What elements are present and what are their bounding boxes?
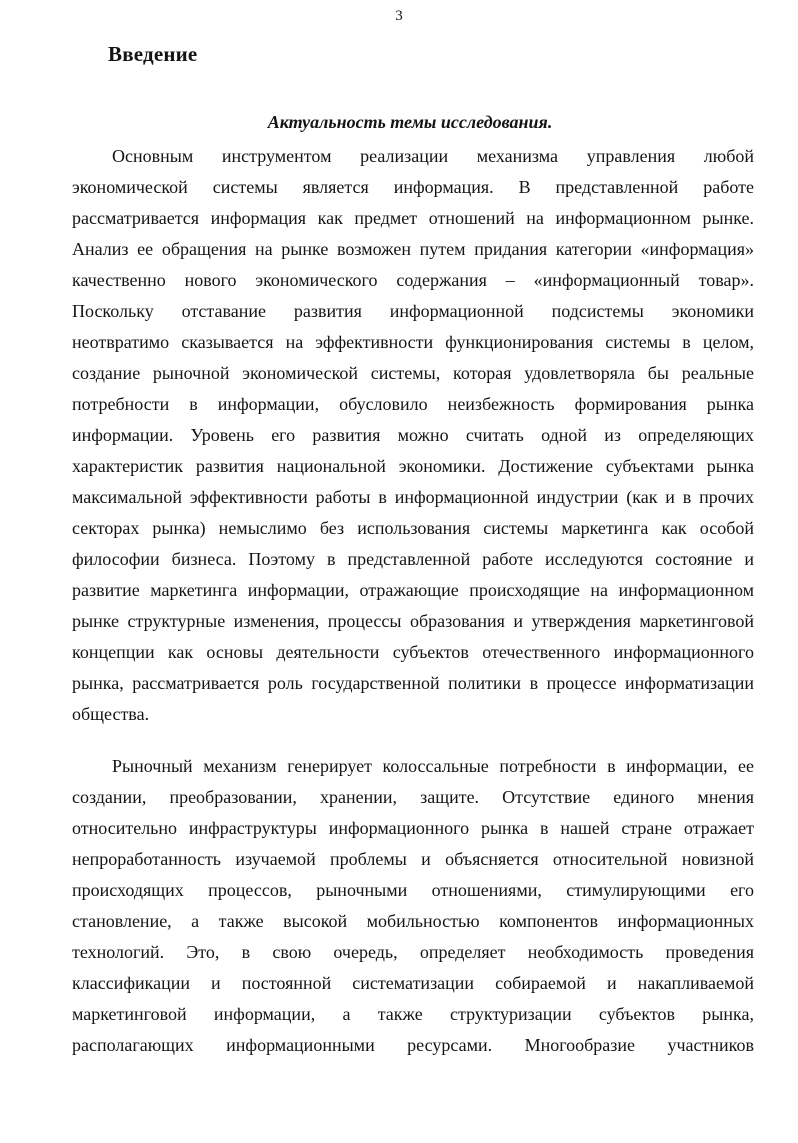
paragraph-line: становление, а также высокой мобильностью компонентов информационных	[72, 911, 754, 931]
page-number: 3	[395, 8, 403, 24]
paragraph-line: Основным инструментом реализации механизма управления любой	[112, 146, 754, 166]
paragraph-line: технологий. Это, в свою очередь, определяет необходимость проведения	[72, 942, 754, 962]
paragraph-line: характеристик развития национальной экономики. Достижение субъектами рынка	[72, 456, 754, 476]
paragraph-line: развитие маркетинга информации, отражающие происходящие на информационном	[72, 580, 754, 600]
paragraph-line: создание рыночной экономической системы, которая удовлетворяла бы реальные	[72, 363, 754, 383]
paragraph-1	[72, 141, 754, 730]
paragraph-line: философии бизнеса. Поэтому в представленной работе исследуются состояние и	[72, 549, 754, 569]
paragraph-line: неотвратимо сказывается на эффективности функционирования системы в целом,	[72, 332, 754, 352]
subsection-heading: Актуальность темы исследования.	[267, 112, 553, 132]
paragraph-line: располагающих информационными ресурсами. Многообразие участников	[72, 1035, 754, 1055]
paragraph-line: информации. Уровень его развития можно считать одной из определяющих	[72, 425, 754, 445]
paragraph-line: классификации и постоянной систематизации собираемой и накапливаемой	[72, 973, 754, 993]
paragraph-line: происходящих процессов, рыночными отношениями, стимулирующими его	[72, 880, 754, 900]
paragraph-line: создании, преобразовании, хранении, защите. Отсутствие единого мнения	[72, 787, 754, 807]
paragraph-line: рынка, рассматривается роль государственной политики в процессе информатизации	[72, 673, 754, 693]
paragraph-2	[72, 751, 754, 1061]
paragraph-line: маркетинговой информации, а также структуризации субъектов рынка,	[72, 1004, 754, 1024]
paragraph-line: рассматривается информация как предмет отношений на информационном рынке.	[72, 208, 754, 228]
paragraph-line: непроработанность изучаемой проблемы и объясняется относительной новизной	[72, 849, 754, 869]
paragraph-line: качественно нового экономического содержания – «информационный товар».	[72, 270, 754, 290]
paragraph-line: Поскольку отставание развития информационной подсистемы экономики	[72, 301, 754, 321]
paragraph-line: максимальной эффективности работы в информационной индустрии (как и в прочих	[72, 487, 754, 507]
paragraph-line: концепции как основы деятельности субъектов отечественного информационного	[72, 642, 754, 662]
paragraph-line: Анализ ее обращения на рынке возможен путем придания категории «информация»	[72, 239, 754, 259]
paragraph-line: общества.	[72, 704, 150, 724]
paragraph-line: рынке структурные изменения, процессы образования и утверждения маркетинговой	[72, 611, 754, 631]
paragraph-line: потребности в информации, обусловило неизбежность формирования рынка	[72, 394, 754, 414]
paragraph-line: секторах рынка) немыслимо без использования системы маркетинга как особой	[72, 518, 754, 538]
section-heading: Введение	[108, 42, 198, 66]
paragraph-line: относительно инфраструктуры информационного рынка в нашей стране отражает	[72, 818, 754, 838]
paragraph-line: экономической системы является информация. В представленной работе	[72, 177, 754, 197]
paragraph-line: Рыночный механизм генерирует колоссальные потребности в информации, ее	[112, 756, 754, 776]
